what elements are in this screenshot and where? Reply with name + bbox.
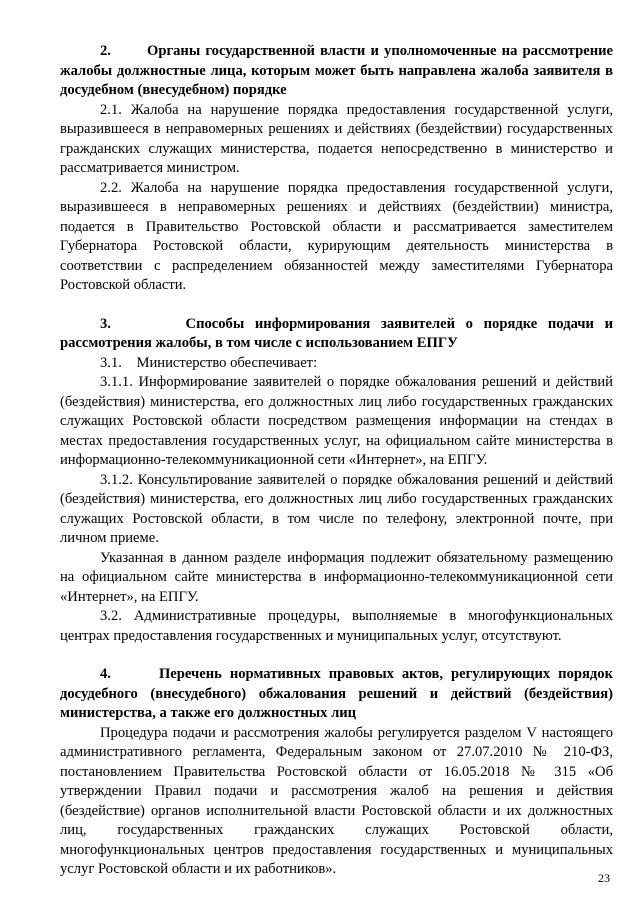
paragraph-3-info: Указанная в данном разделе информация подлежит обязательному размещению на официальном сайте министерства в информационно-телекоммуникационной сети «Интернет», на ЕПГУ. — [60, 549, 613, 605]
document-page — [60, 42, 613, 880]
paragraph-2-1: 2.1. Жалоба на нарушение порядка предоставления государственной услуги, выразившееся в неправомерных решениях и действиях (бездействии) государственных гражданских служащих министерства, подается непосредственно в министерство и рассматривается министром. — [60, 101, 613, 176]
page-number: 23 — [598, 871, 610, 885]
paragraph-3-1-1: 3.1.1. Информирование заявителей о порядке обжалования решений и действий (бездействия) министерства, его должностных лиц либо государственных гражданских служащих Ростовской области посредством размещения информации на стендах в местах предоставления государственных услуг, на официальном сайте министерства в информационно-телекоммуникационной сети «Интернет», на ЕПГУ. — [60, 374, 613, 468]
section-4-heading: 4. Перечень нормативных правовых актов, регулирующих порядок досудебного (внесудебного) обжалования решений и действий (бездействия) министерства, а также его должностных лиц — [60, 666, 613, 721]
section-3-heading: 3. Способы информирования заявителей о порядке подачи и рассмотрения жалобы, в том числе с использованием ЕПГУ — [60, 315, 613, 351]
paragraph-4-1: Процедура подачи и рассмотрения жалобы регулируется разделом V настоящего административного регламента, Федеральным законом от 27.07.2010 № 210-ФЗ, постановлением Правительства Ростовской области от 16.05.2018 № 315 «Об утверждении Правил подачи и рассмотрения жалоб на решения и действия (бездействие) органов исполнительной власти Ростовской области и их должностных лиц, государственных гражданских служащих Ростовской области, многофункциональных центров предоставления государственных и муниципальных услуг Ростовской области и их работников». — [60, 724, 613, 877]
section-2-heading: 2. Органы государственной власти и уполномоченные на рассмотрение жалобы должностные лица, которым может быть направлена жалоба заявителя в досудебном (внесудебном) порядке — [60, 43, 613, 98]
paragraph-3-2: 3.2. Административные процедуры, выполняемые в многофункциональных центрах предоставления государственных и муниципальных услуг, отсутствуют. — [60, 608, 613, 644]
paragraph-3-1: 3.1. Министерство обеспечивает: — [100, 354, 318, 371]
paragraph-3-1-2: 3.1.2. Консультирование заявителей о порядке обжалования решений и действий (бездействия) министерства, его должностных лиц либо государственных гражданских служащих Ростовской области, в том числе по телефону, электронной почте, при личном приеме. — [60, 471, 613, 546]
paragraph-2-2: 2.2. Жалоба на нарушение порядка предоставления государственной услуги, выразившееся в неправомерных решениях и действиях (бездействии) министра, подается в Правительство Ростовской области и рассматривается заместителем Губернатора Ростовской области, курирующим деятельность министерства в соответствии с распределением обязанностей между заместителями Губернатора Ростовской области. — [60, 179, 613, 293]
